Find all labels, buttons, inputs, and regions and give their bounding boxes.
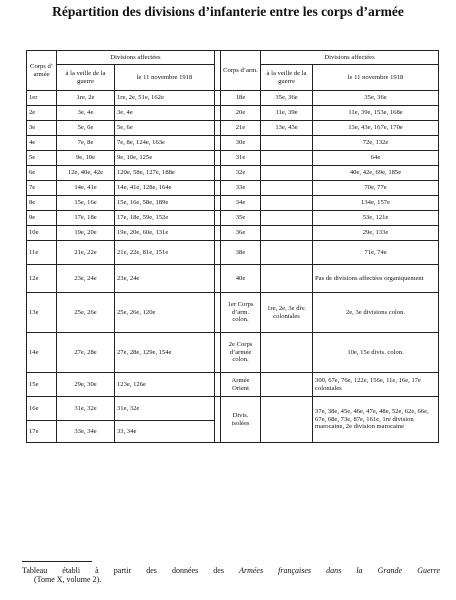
footnote-line-2: (Tome X, volume 2).: [34, 575, 102, 584]
veille-cell: [261, 373, 313, 397]
table-row: [27, 333, 439, 373]
veille-cell: [261, 211, 313, 226]
table-row: [27, 181, 439, 196]
nov-cell: 31e, 32e: [115, 397, 215, 421]
table-row: [27, 91, 439, 106]
nov-cell: 71e, 74e: [313, 241, 439, 265]
nov-cell: 11e, 39e, 153e, 168e: [313, 106, 439, 121]
table-row: [27, 151, 439, 166]
nov-cell: 15e, 16e, 58e, 189e: [115, 196, 215, 211]
nov-cell: 123e, 126e: [115, 373, 215, 397]
corps-cell: Armée Orient: [221, 373, 261, 397]
veille-cell: 12e, 40e, 42e: [57, 166, 115, 181]
veille-cell: [261, 241, 313, 265]
nov-cell: 23e, 24e: [115, 265, 215, 293]
table-row: [27, 121, 439, 136]
nov-cell: 2e, 3e divisions colon.: [313, 293, 439, 333]
veille-cell: 13e, 43e: [261, 121, 313, 136]
nov-cell: 17e, 18e, 59e, 152e: [115, 211, 215, 226]
nov-cell: 13e, 43e, 167e, 170e: [313, 121, 439, 136]
table-row: [27, 106, 439, 121]
veille-cell: [261, 166, 313, 181]
nov-cell: 35e, 36e: [313, 91, 439, 106]
corps-cell: 15e: [27, 373, 57, 397]
veille-cell: [261, 136, 313, 151]
nov-cell: 9e, 10e, 125e: [115, 151, 215, 166]
corps-cell: 12e: [27, 265, 57, 293]
corps-cell: 2e: [27, 106, 57, 121]
table-row: [27, 196, 439, 211]
corps-cell: 9e: [27, 211, 57, 226]
table-row: [27, 397, 439, 421]
veille-cell: [261, 265, 313, 293]
corps-cell: 31e: [221, 151, 261, 166]
nov-cell: Pas de divisions affectées organiquement: [313, 265, 439, 293]
corps-cell: 13e: [27, 293, 57, 333]
corps-cell: 5e: [27, 151, 57, 166]
veille-cell: 1re, 2e: [57, 91, 115, 106]
veille-cell: 15e, 16e: [57, 196, 115, 211]
corps-cell: 35e: [221, 211, 261, 226]
divisions-table: [26, 50, 439, 443]
header-veille-left: à la veille de la guerre: [57, 65, 115, 91]
nov-cell: 64e: [313, 151, 439, 166]
veille-cell: 25e, 26e: [57, 293, 115, 333]
nov-cell: 70e, 77e: [313, 181, 439, 196]
footnote-rule: [22, 561, 92, 562]
veille-cell: 9e, 10e: [57, 151, 115, 166]
veille-cell: 14e, 41e: [57, 181, 115, 196]
corps-cell: 30e: [221, 136, 261, 151]
veille-cell: 29e, 30e: [57, 373, 115, 397]
table-row: [27, 226, 439, 241]
veille-cell: [261, 196, 313, 211]
table-row: [27, 136, 439, 151]
corps-cell: 2e Corps d’armée colon.: [221, 333, 261, 373]
source-title: Armées françaises dans la Grande Guerre: [239, 566, 441, 575]
corps-cell: 1er Corps d’arm. colon.: [221, 293, 261, 333]
nov-cell: 7e, 8e, 124e, 163e: [115, 136, 215, 151]
veille-cell: 19e, 20e: [57, 226, 115, 241]
veille-cell: [261, 151, 313, 166]
veille-cell: 3e, 4e: [57, 106, 115, 121]
table-row: [27, 211, 439, 226]
table-row: [27, 265, 439, 293]
corps-cell: 4e: [27, 136, 57, 151]
veille-cell: 17e, 18e: [57, 211, 115, 226]
veille-cell: 35e, 36e: [261, 91, 313, 106]
veille-cell: 31e, 32e: [57, 397, 115, 421]
isolated-veille-cell: [261, 397, 313, 443]
veille-cell: 21e, 22e: [57, 241, 115, 265]
nov-cell: 25e, 26e, 120e: [115, 293, 215, 333]
corps-cell: 20e: [221, 106, 261, 121]
nov-cell: 134e, 157e: [313, 196, 439, 211]
header-nov-left: le 11 novembre 1918: [115, 65, 215, 91]
veille-cell: 11e, 39e: [261, 106, 313, 121]
table-row: [27, 373, 439, 397]
header-veille-right: à la veille de la guerre: [261, 65, 313, 91]
nov-cell: 21e, 22e, 81e, 151e: [115, 241, 215, 265]
nov-cell: 27e, 28e, 129e, 154e: [115, 333, 215, 373]
nov-cell: 53e, 121e: [313, 211, 439, 226]
table-header-row: [27, 51, 439, 65]
veille-cell: [261, 181, 313, 196]
corps-cell: 33e: [221, 181, 261, 196]
veille-cell: 7e, 8e: [57, 136, 115, 151]
header-divisions-right: Divisions affectées: [261, 51, 439, 65]
veille-cell: [261, 226, 313, 241]
veille-cell: [261, 333, 313, 373]
corps-cell: 14e: [27, 333, 57, 373]
nov-cell: 10e, 15e divis. colon.: [313, 333, 439, 373]
corps-cell: 34e: [221, 196, 261, 211]
corps-cell: 11e: [27, 241, 57, 265]
corps-cell: 3e: [27, 121, 57, 136]
corps-cell: 18e: [221, 91, 261, 106]
veille-cell: 1re, 2e, 3e div. coloniales: [261, 293, 313, 333]
nov-cell: 19e, 20e, 60e, 131e: [115, 226, 215, 241]
nov-cell: 72e, 132e: [313, 136, 439, 151]
corps-cell: 21e: [221, 121, 261, 136]
corps-cell: 17e: [27, 421, 57, 443]
header-nov-right: le 11 novembre 1918: [313, 65, 439, 91]
table-row: [27, 293, 439, 333]
table-row: [27, 166, 439, 181]
corps-cell: 1er: [27, 91, 57, 106]
veille-cell: 23e, 24e: [57, 265, 115, 293]
corps-cell: 7e: [27, 181, 57, 196]
header-corps-left: Corps d’ armée: [27, 51, 57, 91]
header-divisions-left: Divisions affectées: [57, 51, 215, 65]
footnote: [22, 566, 440, 584]
nov-cell: 40e, 42e, 69e, 185e: [313, 166, 439, 181]
veille-cell: 33e, 34e: [57, 421, 115, 443]
footnote-line-1: Tableau établi à partir des données des Armées françaises dans la Grande Guerre: [22, 566, 441, 575]
nov-cell: 120e, 58e, 127e, 188e: [115, 166, 215, 181]
veille-cell: 27e, 28e: [57, 333, 115, 373]
veille-cell: 5e, 6e: [57, 121, 115, 136]
corps-cell: 36e: [221, 226, 261, 241]
nov-cell: 3e, 4e: [115, 106, 215, 121]
corps-cell: 8e: [27, 196, 57, 211]
corps-cell: 16e: [27, 397, 57, 421]
isolated-corps-cell: Divis. isolées: [221, 397, 261, 443]
header-corps-right: Corps d’arm.: [221, 51, 261, 91]
corps-cell: 10e: [27, 226, 57, 241]
page-title: Répartition des divisions d’infanterie entre les corps d’armée: [52, 4, 404, 19]
corps-cell: 32e: [221, 166, 261, 181]
nov-cell: 5e, 6e: [115, 121, 215, 136]
nov-cell: 1re, 2e, 51e, 162e: [115, 91, 215, 106]
nov-cell: 14e, 41e, 128e, 164e: [115, 181, 215, 196]
table-row: [27, 241, 439, 265]
corps-cell: 6e: [27, 166, 57, 181]
isolated-divisions-cell: 37e, 38e, 45e, 46e, 47e, 48e, 52e, 62e, 66e, 67e, 68e, 73e, 87e, 161e, 1re division marocaine, 2e division marocaine: [313, 397, 439, 443]
corps-cell: 38e: [221, 241, 261, 265]
nov-cell: 33, 34e: [115, 421, 215, 443]
nov-cell: 29e, 133e: [313, 226, 439, 241]
nov-cell: 300, 67e, 76e, 122e, 156e, 11e, 16e, 17e coloniales: [313, 373, 439, 397]
corps-cell: 40e: [221, 265, 261, 293]
